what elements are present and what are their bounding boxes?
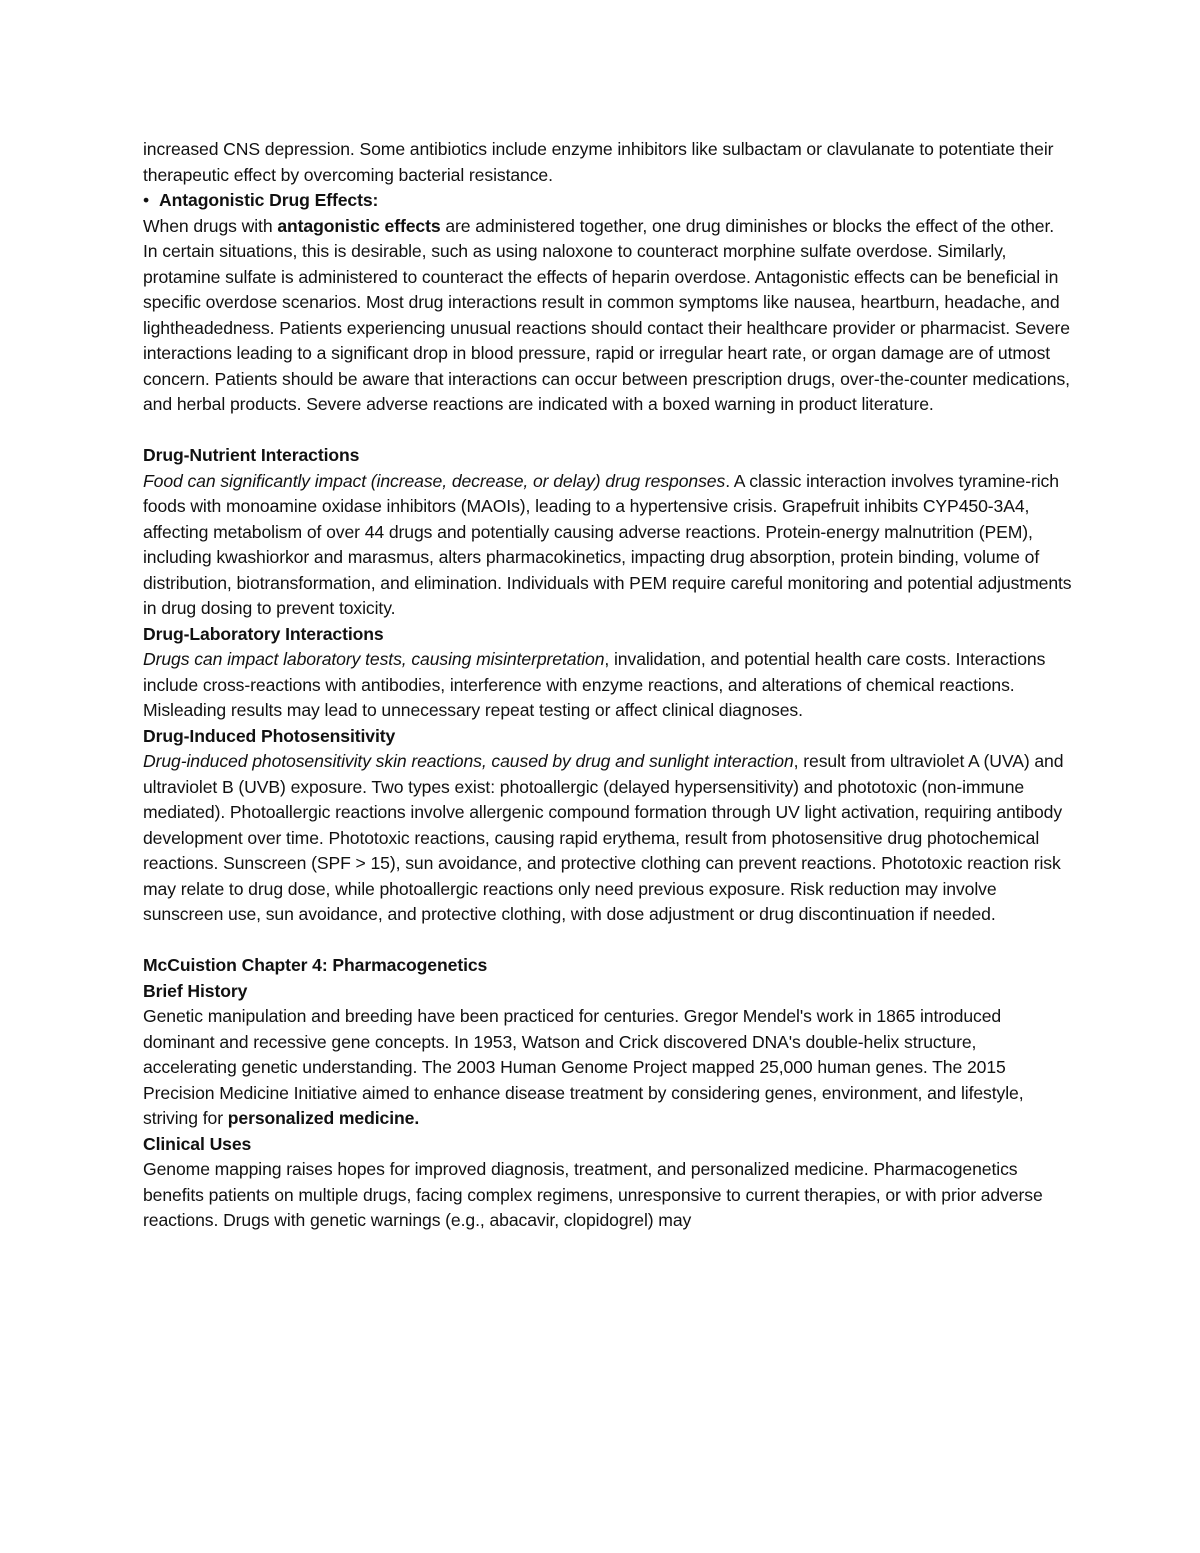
photosensitivity-italic-lead: Drug-induced photosensitivity skin reactions, caused by drug and sunlight interaction (143, 751, 794, 771)
nutrient-section (143, 443, 1073, 622)
laboratory-section (143, 622, 1073, 724)
laboratory-paragraph (143, 647, 1073, 724)
clinical-paragraph: Genome mapping raises hopes for improved diagnosis, treatment, and personalized medicine. Pharmacogenetics benefits patients on multiple drugs, facing complex regimens, unresponsive to current therapies, or with prior adverse reactions. Drugs with genetic warnings (e.g., abacavir, clopidogrel) may (143, 1159, 1043, 1230)
laboratory-italic-lead: Drugs can impact laboratory tests, causing misinterpretation (143, 649, 605, 669)
history-text: Genetic manipulation and breeding have been practiced for centuries. Gregor Mendel's work in 1865 introduced dominant and recessive gene concepts. In 1953, Watson and Crick discovered DNA's double-helix structure, accelerating genetic understanding. The 2003 Human Genome Project mapped 25,000 human genes. The 2015 Precision Medicine Initiative aimed to enhance disease treatment by considering genes, environment, and lifestyle, striving for (143, 1006, 1024, 1128)
blank-line (143, 418, 1073, 444)
antagonistic-bold-term: antagonistic effects (277, 215, 441, 236)
antagonistic-text-post: are administered together, one drug diminishes or blocks the effect of the other. In certain situations, this is desirable, such as using naloxone to counteract morphine sulfate overdose. Similarly, protamine sulfate is administered to counteract the effects of heparin overdose. Antagonistic effects can be beneficial in specific overdose scenarios. Most drug interactions result in common symptoms like nausea, heartburn, headache, and lightheadedness. Patients experiencing unusual reactions should contact their healthcare provider or pharmacist. Severe interactions leading to a significant drop in blood pressure, rapid or irregular heart rate, or organ damage are of utmost concern. Patients should be aware that interactions can occur between prescription drugs, over-the-counter medications, and herbal products. Severe adverse reactions are indicated with a boxed warning in product literature. (143, 215, 1070, 414)
photosensitivity-text: , result from ultraviolet A (UVA) and ultraviolet B (UVB) exposure. Two types exist: photoallergic (delayed hypersensitivity) and phototoxic (non-immune mediated). Photoallergic reactions involve allergenic compound formation through UV light activation, requiring antibody development over time. Phototoxic reactions, causing rapid erythema, result from photosensitive drug photochemical reactions. Sunscreen (SPF > 15), sun avoidance, and protective clothing can prevent reactions. Phototoxic reaction risk may relate to drug dose, while photoallergic reactions only need previous exposure. Risk reduction may involve sunscreen use, sun avoidance, and protective clothing, with dose adjustment or drug discontinuation if needed. (143, 751, 1064, 924)
photosensitivity-section (143, 724, 1073, 928)
clinical-heading: Clinical Uses (143, 1133, 252, 1154)
laboratory-text: , invalidation, and potential health care costs. Interactions include cross-reactions with antibodies, interference with enzyme reactions, and alterations of chemical reactions. Misleading results may lead to unnecessary repeat testing or affect clinical diagnoses. (143, 649, 1046, 720)
history-heading: Brief History (143, 980, 248, 1001)
nutrient-paragraph (143, 469, 1073, 622)
chapter-section (143, 953, 1073, 1234)
nutrient-italic-lead: Food can significantly impact (increase, decrease, or delay) drug responses (143, 470, 726, 491)
nutrient-heading: Drug-Nutrient Interactions (143, 445, 360, 465)
laboratory-heading: Drug-Laboratory Interactions (143, 623, 384, 644)
intro-paragraph: increased CNS depression. Some antibiotics include enzyme inhibitors like sulbactam or clavulanate to potentiate their therapeutic effect by overcoming bacterial resistance. (143, 139, 1054, 185)
photosensitivity-paragraph (143, 749, 1073, 928)
antagonistic-heading-line (143, 188, 1073, 214)
history-paragraph (143, 1004, 1073, 1132)
nutrient-text: . A classic interaction involves tyramine-rich foods with monoamine oxidase inhibitors (MAOIs), leading to a hypertensive crisis. Grapefruit inhibits CYP450-3A4, affecting metabolism of over 44 drugs and potentially causing adverse reactions. Protein-energy malnutrition (PEM), including kwashiorkor and marasmus, alters pharmacokinetics, impacting drug absorption, protein binding, volume of distribution, biotransformation, and elimination. Individuals with PEM require careful monitoring and potential adjustments in drug dosing to prevent toxicity. (143, 470, 1072, 618)
photosensitivity-heading: Drug-Induced Photosensitivity (143, 725, 396, 746)
antagonistic-text-pre: When drugs with (143, 215, 278, 236)
document-page (143, 137, 1073, 1234)
chapter-heading: McCuistion Chapter 4: Pharmacogenetics (143, 955, 488, 975)
bullet-icon: • (143, 190, 150, 210)
antagonistic-heading: Antagonistic Drug Effects: (159, 190, 379, 210)
antagonistic-paragraph (143, 214, 1073, 418)
blank-line (143, 928, 1073, 954)
antagonistic-section (143, 188, 1073, 418)
history-bold-term: personalized medicine. (227, 1108, 420, 1128)
